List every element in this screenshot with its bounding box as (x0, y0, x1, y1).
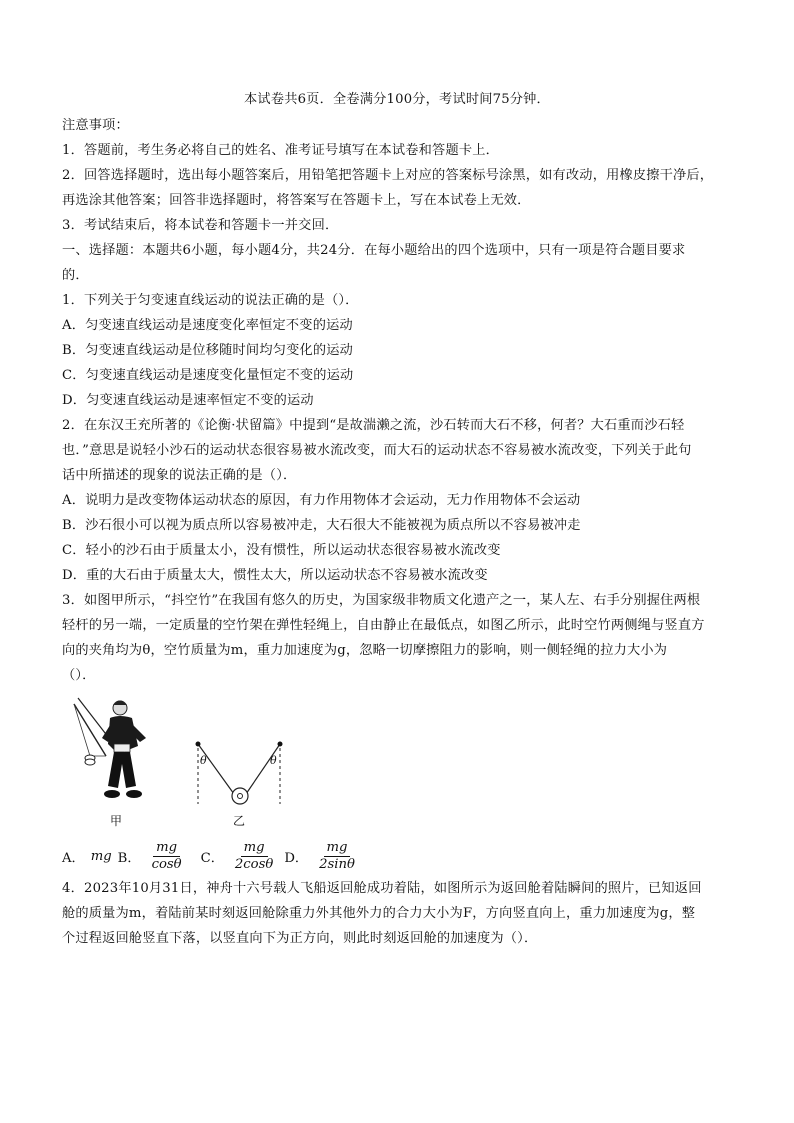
q3-option-a-label: A． (62, 850, 85, 866)
q2-option-a: A．说明力是改变物体运动状态的原因，有力作用物体才会运动，无力作用物体不会运动 (62, 493, 581, 508)
q3-option-b-numerator: mg (153, 840, 180, 857)
q4-stem-line-2: 舱的质量为m，着陆前某时刻返回舱除重力外其他外力的合力大小为F，方向竖直向上，重力加速度为g，整 (62, 906, 696, 921)
q2-option-c: C．轻小的沙石由于质量太小，没有惯性，所以运动状态很容易被水流改变 (62, 543, 501, 558)
q3-option-c-fraction (232, 840, 276, 873)
q3-option-c-denominator: 2cosθ (234, 856, 274, 872)
q3-option-a-value: mg (90, 848, 112, 864)
q3-option-b-fraction (149, 840, 185, 873)
q3-option-b-label: B． (117, 850, 141, 866)
q3-option-d-label: D． (284, 850, 309, 866)
q3-option-d-denominator: 2sinθ (319, 856, 355, 872)
note-item-2-line-1: 2．回答选择题时，选出每小题答案后，用铅笔把答题卡上对应的答案标号涂黑，如有改动，用橡皮擦干净后， (62, 168, 714, 183)
q4-stem-line-3: 个过程返回舱竖直下落，以竖直向下为正方向，则此时刻返回舱的加速度为（）． (62, 931, 538, 946)
q3-option-d-fraction (316, 840, 358, 873)
figure-yi-caption: 乙 (233, 814, 246, 828)
q3-stem-line-3: 向的夹角均为θ，空竹质量为m，重力加速度为g，忽略一切摩擦阻力的影响，则一侧轻绳的拉力大小为 (62, 643, 668, 658)
figure-jia-caption: 甲 (110, 814, 123, 828)
notes-title: 注意事项： (62, 118, 129, 133)
q2-option-d: D．重的大石由于质量太大，惯性太大，所以运动状态不容易被水流改变 (62, 568, 488, 583)
q3-option-c-label: C． (200, 850, 224, 866)
note-item-3: 3．考试结束后，将本试卷和答题卡一并交回． (62, 218, 339, 233)
section-heading-line-1: 一、选择题：本题共6小题，每小题4分，共24分．在每小题给出的四个选项中，只有一项是符合题目要求 (62, 243, 686, 258)
theta-label-left: θ (200, 754, 207, 767)
figure-jia-diabolo-player (68, 694, 168, 812)
q1-stem: 1．下列关于匀变速直线运动的说法正确的是（）． (62, 293, 359, 308)
q2-option-b: B．沙石很小可以视为质点所以容易被冲走，大石很大不能被视为质点所以不容易被冲走 (62, 518, 581, 533)
exam-summary: 本试卷共6页．全卷满分100分，考试时间75分钟． (244, 92, 550, 107)
q4-stem-line-1: 4．2023年10月31日，神舟十六号载人飞船返回舱成功着陆，如图所示为返回舱着陆瞬间的照片，已知返回 (62, 881, 702, 896)
q2-stem-line-2: 也．”意思是说轻小沙石的运动状态很容易被水流改变，而大石的运动状态不容易被水流改变，下列关于此句 (62, 443, 692, 458)
q1-option-d: D．匀变速直线运动是速率恒定不变的运动 (62, 393, 314, 408)
q3-option-c-numerator: mg (241, 840, 268, 857)
q2-stem-line-3: 话中所描述的现象的说法正确的是（）． (62, 468, 297, 483)
note-item-1: 1．答题前，考生务必将自己的姓名、准考证号填写在本试卷和答题卡上． (62, 143, 499, 158)
note-item-2-line-2: 再选涂其他答案；回答非选择题时，将答案写在答题卡上，写在本试卷上无效． (62, 193, 531, 208)
q2-stem-line-1: 2．在东汉王充所著的《论衡·状留篇》中提到“是故湍濑之流，沙石转而大石不移，何者？大石重而沙石轻 (62, 418, 685, 433)
q3-option-b-denominator: cosθ (151, 856, 182, 872)
q3-options (62, 838, 360, 874)
figure-yi-rope-diagram (190, 738, 290, 806)
theta-label-right: θ (270, 754, 277, 767)
q3-option-d-numerator: mg (324, 840, 351, 857)
section-heading-line-2: 的． (62, 268, 89, 283)
q1-option-c: C．匀变速直线运动是速度变化量恒定不变的运动 (62, 368, 354, 383)
q3-stem-line-2: 轻杆的另一端，一定质量的空竹架在弹性轻绳上，自由静止在最低点，如图乙所示，此时空竹两侧绳与竖直方 (62, 618, 705, 633)
q1-option-b: B．匀变速直线运动是位移随时间均匀变化的运动 (62, 343, 354, 358)
q3-stem-line-1: 3．如图甲所示，“抖空竹”在我国有悠久的历史，为国家级非物质文化遗产之一，某人左、右手分别握住两根 (62, 593, 701, 608)
q3-stem-line-4: （）． (62, 668, 96, 683)
q1-option-a: A．匀变速直线运动是速度变化率恒定不变的运动 (62, 318, 353, 333)
